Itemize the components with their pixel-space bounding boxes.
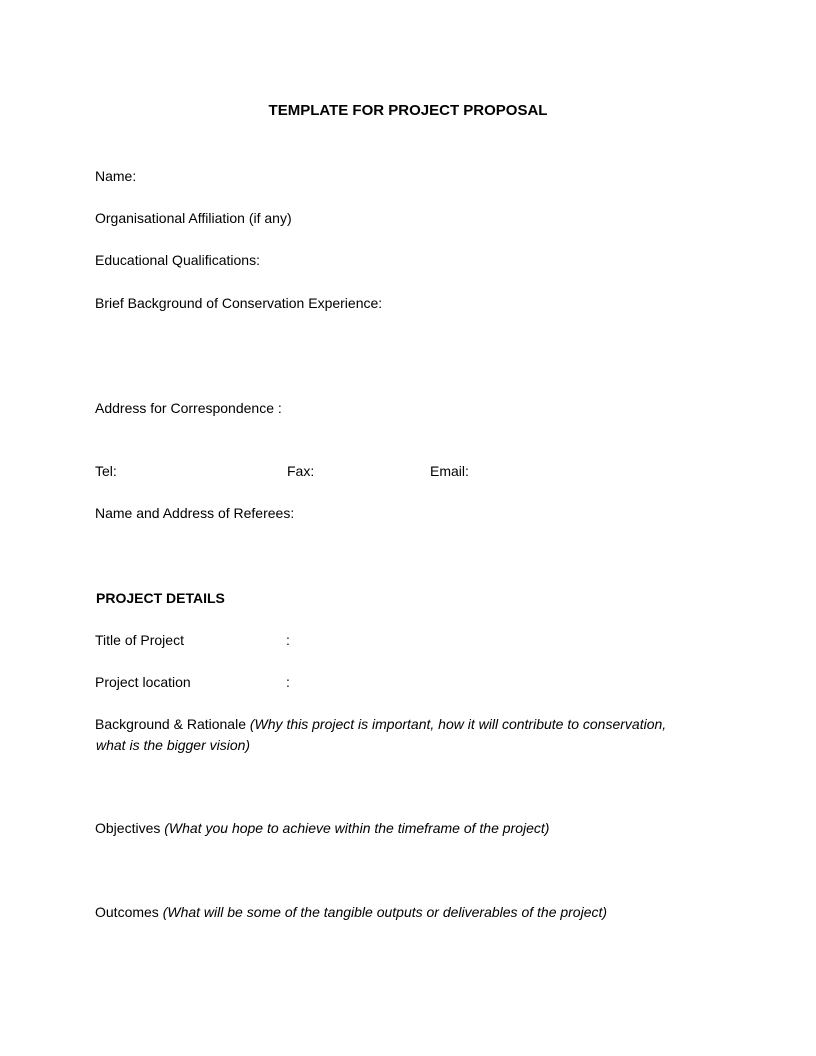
objectives-line xyxy=(95,819,549,837)
address-label: Address for Correspondence : xyxy=(95,400,282,416)
qualifications-label: Educational Qualifications: xyxy=(95,252,260,268)
rationale-note-continued: what is the bigger vision) xyxy=(96,737,251,753)
outcomes-line xyxy=(95,903,607,921)
project-location-label: Project location xyxy=(95,674,191,690)
referees-label: Name and Address of Referees: xyxy=(95,505,295,521)
outcomes-note: (What will be some of the tangible outputs or deliverables of the project) xyxy=(162,904,608,920)
project-details-heading: PROJECT DETAILS xyxy=(96,590,225,606)
fax-label: Fax: xyxy=(287,463,315,479)
email-label: Email: xyxy=(430,463,469,479)
page-title: TEMPLATE FOR PROJECT PROPOSAL xyxy=(268,102,548,119)
project-title-label: Title of Project xyxy=(95,632,184,648)
outcomes-label: Outcomes xyxy=(95,904,159,920)
objectives-note: (What you hope to achieve within the timeframe of the project) xyxy=(164,820,550,836)
project-title-colon: : xyxy=(286,632,290,648)
affiliation-label: Organisational Affiliation (if any) xyxy=(95,210,292,226)
rationale-note: (Why this project is important, how it will contribute to conservation, xyxy=(249,716,667,732)
rationale-label: Background & Rationale xyxy=(95,716,246,732)
name-label: Name: xyxy=(95,168,137,184)
tel-label: Tel: xyxy=(95,463,117,479)
objectives-label: Objectives xyxy=(95,820,161,836)
rationale-line xyxy=(95,715,666,733)
project-location-colon: : xyxy=(286,674,290,690)
conservation-experience-label: Brief Background of Conservation Experience: xyxy=(95,295,383,311)
